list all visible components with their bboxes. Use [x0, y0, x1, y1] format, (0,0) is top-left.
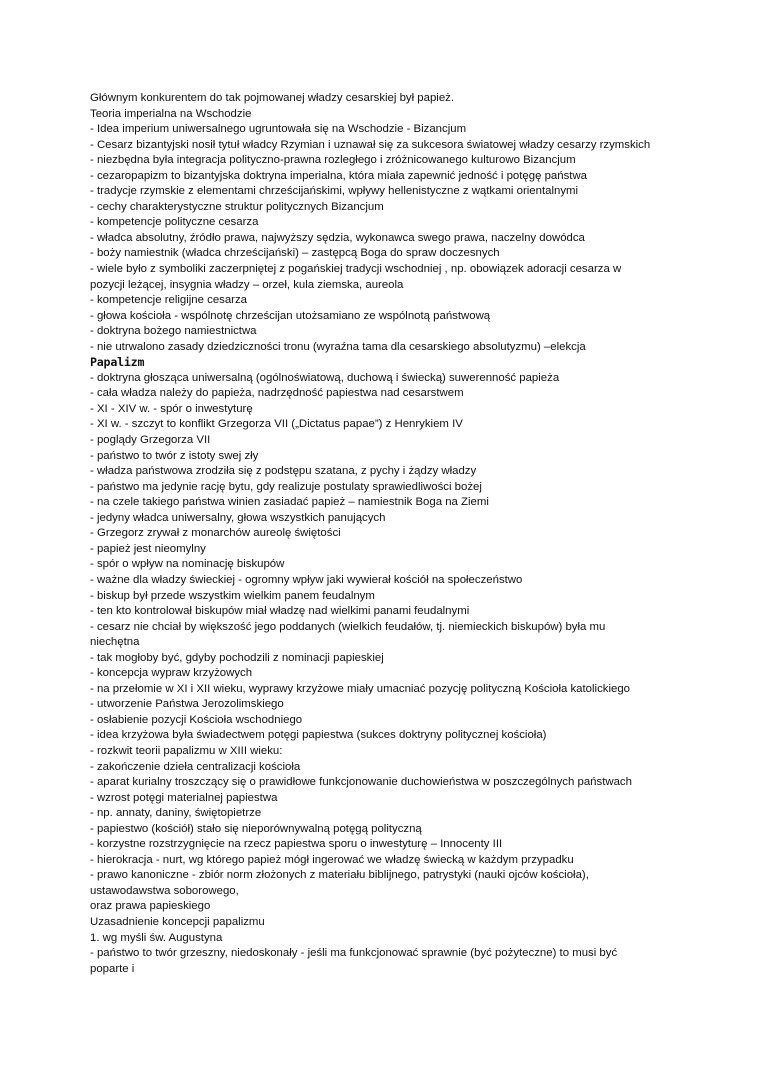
papalism-line: - ten kto kontrolował biskupów miał władzę nad wielkimi panami feudalnymi — [90, 605, 470, 618]
papalism-line: - cała władza należy do papieża, nadrzędność papiestwa nad cesarstwem — [90, 387, 464, 400]
papalism-line: - rozkwit teorii papalizmu w XIII wieku: — [90, 744, 283, 757]
papalism-line: - państwo ma jedynie rację bytu, gdy realizuje postulaty sprawiedliwości bożej — [90, 480, 482, 493]
papalism-line: - papiestwo (kościół) stało się nieporównywalną potęgą polityczną — [90, 822, 422, 835]
papalism-line: - państwo to twór grzeszny, niedoskonały - jeśli ma funkcjonować sprawnie (być pożyteczne) to musi być — [90, 947, 618, 960]
papalism-line: - doktryna głosząca uniwersalną (ogólnoświatową, duchową i świecką) suwerenność papieża — [90, 371, 560, 384]
document-page — [90, 91, 730, 977]
intro-line: Głównym konkurentem do tak pojmowanej władzy cesarskiej był papież. — [90, 92, 455, 104]
papalism-line: - biskup był przede wszystkim wielkim panem feudalnym — [90, 589, 375, 602]
papalism-line: - np. annaty, daniny, świętopietrze — [90, 807, 262, 820]
papalism-line: - Grzegorz zrywał z monarchów aureolę świętości — [90, 527, 341, 540]
papalism-line: - zakończenie dzieła centralizacji kościoła — [90, 760, 301, 773]
imperial-theory-line: - cechy charakterystyczne struktur politycznych Bizancjum — [90, 200, 384, 213]
papalism-line: - wzrost potęgi materialnej papiestwa — [90, 791, 278, 804]
imperial-theory-line: - kompetencje polityczne cesarza — [90, 216, 259, 229]
papalism-line: - tak mogłoby być, gdyby pochodzili z nominacji papieskiej — [90, 651, 384, 664]
papalism-line: - spór o wpływ na nominację biskupów — [90, 558, 285, 571]
imperial-theory-line: - wiele było z symboliki zaczerpniętej z pogańskiej tradycji wschodniej , np. obowiązek adoracji cesarza w — [90, 263, 622, 276]
papalism-line: - na przełomie w XI i XII wieku, wyprawy krzyżowe miały umacniać pozycję polityczną Kościoła katolickiego — [90, 682, 630, 695]
imperial-theory-line: - niezbędna była integracja polityczno-prawna rozległego i zróżnicowanego kulturowo Bizancjum — [90, 154, 576, 167]
papalism-line: - XI w. - szczyt to konflikt Grzegorza VII („Dictatus papae”) z Henrykiem IV — [90, 418, 463, 431]
papalism-line: - ważne dla władzy świeckiej - ogromny wpływ jaki wywierał kościół na społeczeństwo — [90, 573, 523, 586]
papalism-line: - korzystne rozstrzygnięcie na rzecz papiestwa sporu o inwestyturę – Innocenty III — [90, 838, 503, 851]
papalism-section — [90, 371, 730, 977]
papalism-line: Uzasadnienie koncepcji papalizmu — [90, 915, 265, 928]
papalism-line: - cesarz nie chciał by większość jego poddanych (wielkich feudałów, tj. niemieckich biskupów) była mu — [90, 620, 606, 633]
papalism-line: - państwo to twór z istoty swej zły — [90, 449, 259, 462]
papalism-line: - osłabienie pozycji Kościoła wschodniego — [90, 713, 303, 726]
imperial-theory-line: - doktryna bożego namiestnictwa — [90, 325, 257, 338]
imperial-theory-line: - cezaropapizm to bizantyjska doktryna imperialna, która miała zapewnić jedność i potęgę państwa — [90, 169, 588, 182]
imperial-theory-line: - Cesarz bizantyjski nosił tytuł władcy Rzymian i uznawał się za sukcesora światowej władzy cesarzy rzymskich — [90, 138, 651, 151]
papalism-line: - papież jest nieomylny — [90, 542, 206, 555]
papalism-line: - prawo kanoniczne - zbiór norm złożonych z materiału biblijnego, patrystyki (nauki ojców kościoła), — [90, 869, 589, 882]
papalism-line: - koncepcja wypraw krzyżowych — [90, 667, 253, 680]
papalism-line: - aparat kurialny troszczący się o prawidłowe funkcjonowanie duchowieństwa w poszczególnych państwach — [90, 776, 632, 789]
imperial-theory-line: - głowa kościoła - wspólnotę chrześcijan utożsamiano ze wspólnotą państwową — [90, 309, 491, 322]
imperial-theory-line: - Idea imperium uniwersalnego ugruntowała się na Wschodzie - Bizancjum — [90, 123, 467, 136]
imperial-theory-line: Teoria imperialna na Wschodzie — [90, 107, 252, 120]
imperial-theory-line: - kompetencje religijne cesarza — [90, 294, 248, 307]
imperial-theory-line: pozycji leżącej, insygnia władzy – orzeł, kula ziemska, aureola — [90, 278, 404, 291]
papalism-line: niechętna — [90, 636, 140, 649]
papalism-line: - jedyny władca uniwersalny, głowa wszystkich panujących — [90, 511, 386, 524]
papalism-line: - poglądy Grzegorza VII — [90, 434, 211, 447]
papalism-heading: Papalizm — [90, 355, 145, 370]
papalism-line: ustawodawstwa soborowego, — [90, 884, 239, 897]
imperial-theory-section — [90, 107, 730, 356]
papalism-line: poparte i — [90, 962, 135, 975]
papalism-line: - na czele takiego państwa winien zasiadać papież – namiestnik Boga na Ziemi — [90, 496, 489, 509]
imperial-theory-line: - nie utrwalono zasady dziedziczności tronu (wyraźna tama dla cesarskiego absolutyzmu) –elekcja — [90, 340, 586, 353]
papalism-line: 1. wg myśli św. Augustyna — [90, 931, 223, 944]
papalism-line: - idea krzyżowa była świadectwem potęgi papiestwa (sukces doktryny politycznej kościoła) — [90, 729, 547, 742]
imperial-theory-line: - tradycje rzymskie z elementami chrześcijańskimi, wpływy hellenistyczne z wątkami orientalnymi — [90, 185, 579, 198]
imperial-theory-line: - władca absolutny, źródło prawa, najwyższy sędzia, wykonawca swego prawa, naczelny dowódca — [90, 231, 585, 244]
papalism-line: - utworzenie Państwa Jerozolimskiego — [90, 698, 284, 711]
papalism-line: - hierokracja - nurt, wg którego papież mógł ingerować we władzę świecką w każdym przypadku — [90, 853, 574, 866]
papalism-line: oraz prawa papieskiego — [90, 900, 211, 913]
papalism-line: - władza państwowa zrodziła się z podstępu szatana, z pychy i żądzy władzy — [90, 465, 477, 478]
imperial-theory-line: - boży namiestnik (władca chrześcijański) – zastępcą Boga do spraw doczesnych — [90, 247, 500, 260]
papalism-line: - XI - XIV w. - spór o inwestyturę — [90, 402, 253, 415]
